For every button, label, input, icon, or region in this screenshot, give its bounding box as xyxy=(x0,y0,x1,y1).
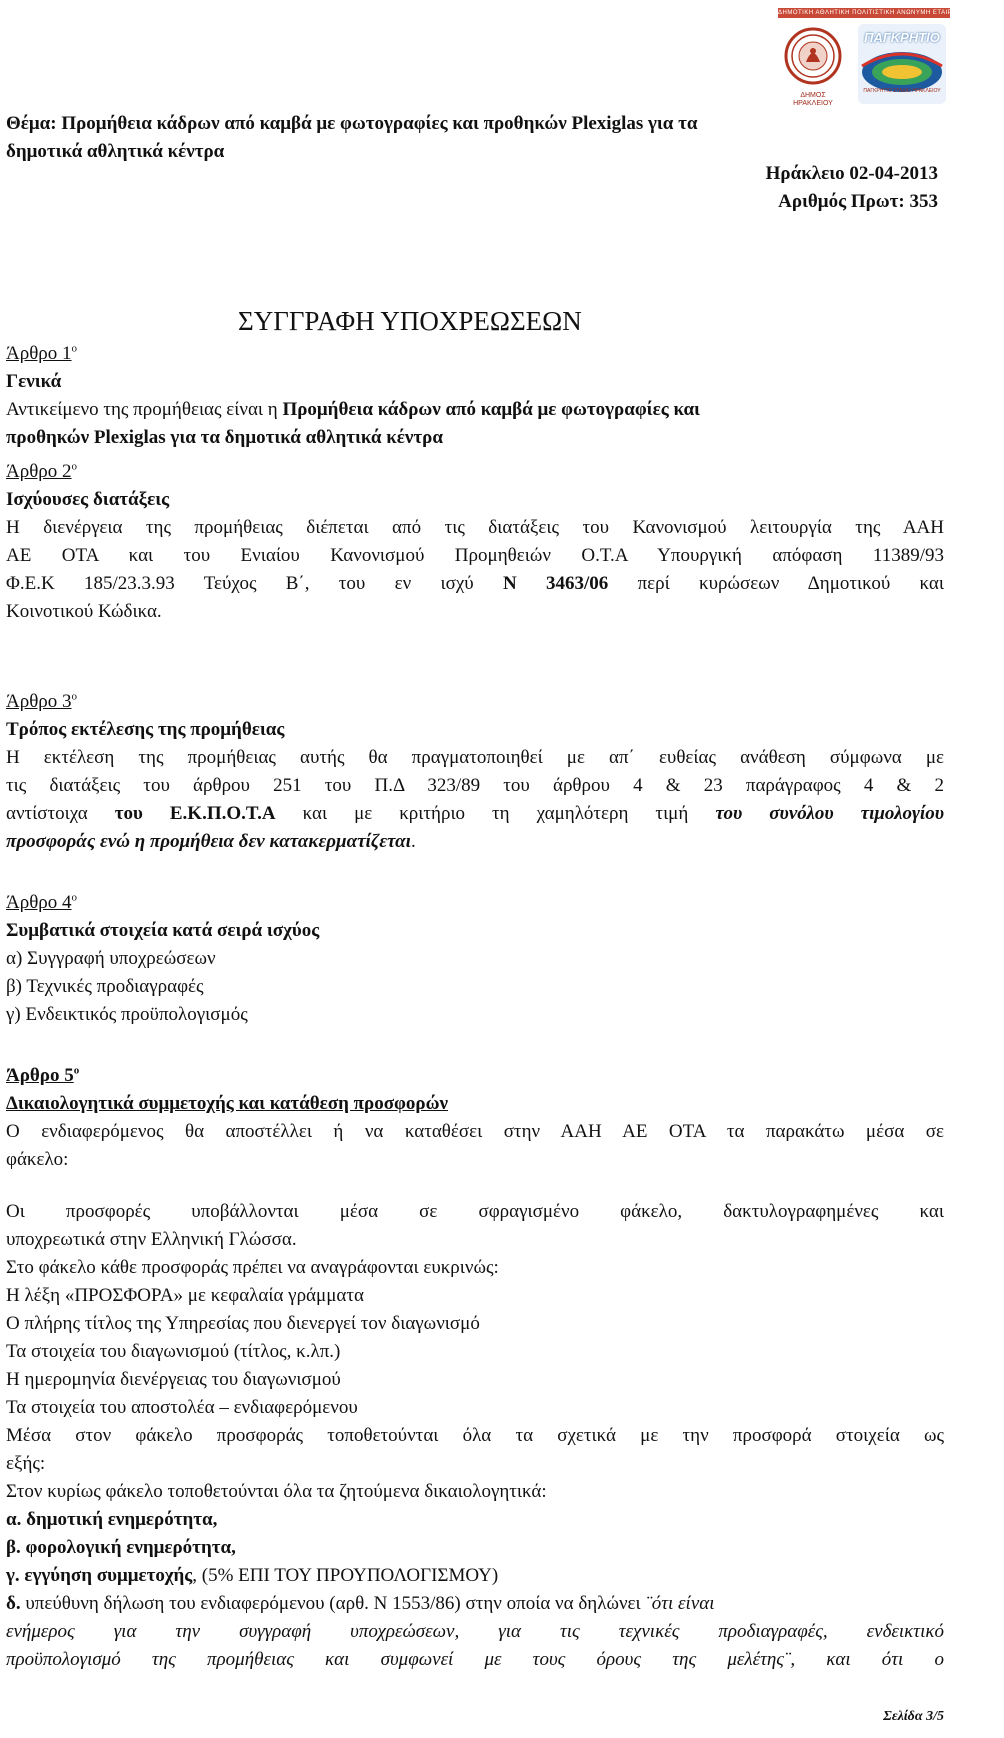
article-5-body xyxy=(6,1198,944,1674)
page-number: Σελίδα 3/5 xyxy=(883,1709,944,1724)
article-4-item: γ) Ενδεικτικός προϋπολογισμός xyxy=(6,1004,248,1025)
logo-banner: ΔΗΜΟΤΙΚΗ ΑΘΛΗΤΙΚΗ ΠΟΛΙΤΙΣΤΙΚΗ ΑΝΩΝΥΜΗ ΕΤΑΙΡΕΙΑ ΗΡΑΚΛΕΙΟΥ xyxy=(778,10,1004,16)
article-2-line-3-end: περί κυρώσεων Δημοτικού και xyxy=(608,573,945,594)
article-3-line-3-emph: του συνόλου τιμολογίου xyxy=(715,803,944,824)
article-5-p2-line-2: εξής: xyxy=(6,1453,46,1474)
article-3-subheading: Τρόπος εκτέλεσης της προμήθειας xyxy=(6,719,285,740)
article-5-item-d-line-2: ενήμερος για την συγγραφή υποχρεώσεων, για τις τεχνικές προδιαγραφές, ενδεικτικό xyxy=(6,1621,944,1642)
article-4-subheading: Συμβατικά στοιχεία κατά σειρά ισχύος xyxy=(6,920,320,941)
article-5-item-b: β. φορολογική ενημερότητα, xyxy=(6,1537,236,1558)
article-2-subheading: Ισχύουσες διατάξεις xyxy=(6,489,170,510)
article-2-line-1: Η διενέργεια της προμήθειας διέπεται από τις διατάξεις του Κανονισμού λειτουργία της ΑΑΗ xyxy=(6,517,944,538)
article-2-line-4: Κοινοτικού Κώδικα. xyxy=(6,601,162,622)
date: Ηράκλειο 02-04-2013 xyxy=(765,163,938,184)
document-title: ΣΥΓΓΡΑΦΗ ΥΠΟΧΡΕΩΣΕΩΝ xyxy=(238,306,582,336)
subject xyxy=(6,110,944,166)
article-5-item-d: δ. xyxy=(6,1593,21,1614)
logos-area xyxy=(778,8,1004,108)
article-5-item-d-rest: υπεύθυνη δήλωση του ενδιαφερόμενου (αρθ. Ν 1553/86) στην οποία να δηλώνει xyxy=(20,1593,646,1614)
article-5-p1-line-1: Οι προσφορές υποβάλλονται μέσα σε σφραγισμένο φάκελο, δακτυλογραφημένες και xyxy=(6,1201,944,1222)
article-4 xyxy=(6,889,944,1029)
seal-caption: ΔΗΜΟΣ ΗΡΑΚΛΕΙΟΥ xyxy=(793,92,833,107)
article-5-line: Τα στοιχεία του διαγωνισμού (τίτλος, κ.λπ.) xyxy=(6,1341,341,1362)
article-5-heading: Άρθρο 5 xyxy=(6,1065,74,1086)
article-1 xyxy=(6,340,944,452)
article-5-p1-line-2: υποχρεωτικά στην Ελληνική Γλώσσα. xyxy=(6,1229,297,1250)
article-3-line-3-mid: και με κριτήριο τη χαμηλότερη τιμή xyxy=(275,803,716,824)
article-3-line-1: Η εκτέλεση της προμήθειας αυτής θα πραγματοποιηθεί με απ΄ ευθείας ανάθεση σύμφωνα με xyxy=(6,747,944,768)
article-5-line: Ο πλήρης τίτλος της Υπηρεσίας που διενεργεί τον διαγωνισμό xyxy=(6,1313,480,1334)
article-3-line-3: αντίστοιχα xyxy=(6,803,115,824)
subject-line-1: Θέμα: Προμήθεια κάδρων από καμβά με φωτογραφίες και προθηκών Plexiglas για τα xyxy=(6,113,698,134)
subject-line-2: δημοτικά αθλητικά κέντρα xyxy=(6,141,225,162)
article-2-line-3: Φ.Ε.Κ 185/23.3.93 Τεύχος Β΄, του εν ισχύ xyxy=(6,573,503,594)
article-1-heading: Άρθρο 1 xyxy=(6,343,72,364)
article-3-line-4-emph: προσφοράς ενώ η προμήθεια δεν κατακερματίζεται xyxy=(6,831,411,852)
pagkritio-title: ΠΑΓΚΡΗΤΙΟ xyxy=(864,30,940,45)
article-4-heading: Άρθρο 4 xyxy=(6,892,72,913)
article-3-ekpota: του Ε.Κ.Π.Ο.Τ.Α xyxy=(114,803,276,824)
article-5-item-c: γ. εγγύηση συμμετοχής xyxy=(6,1565,193,1586)
article-5-p2-line-1: Μέσα στον φάκελο προσφοράς τοποθετούνται όλα τα σχετικά με την προσφορά στοιχεία ως xyxy=(6,1425,944,1446)
article-3-line-2: τις διατάξεις του άρθρου 251 του Π.Δ 323/89 του άρθρου 4 & 23 παράγραφος 4 & 2 xyxy=(6,775,944,796)
article-2 xyxy=(6,458,944,626)
article-5-item-d-line-3: προϋπολογισμό της προμήθειας και συμφωνεί με τους όρους της μελέτης¨, και ότι ο xyxy=(6,1649,944,1670)
article-4-sup: ο xyxy=(71,891,78,904)
article-5-item-d-quote: ¨ότι είναι xyxy=(645,1593,715,1614)
article-3-line-4-end: . xyxy=(410,831,416,852)
article-3-heading: Άρθρο 3 xyxy=(6,691,72,712)
article-1-sup: ο xyxy=(71,342,78,355)
article-5-subheading: Δικαιολογητικά συμμετοχής και κατάθεση προσφορών xyxy=(6,1093,448,1114)
article-5-line: Η ημερομηνία διενέργειας του διαγωνισμού xyxy=(6,1369,341,1390)
date-protocol xyxy=(6,160,938,216)
article-5-p3: Στον κυρίως φάκελο τοποθετούνται όλα τα ζητούμενα δικαιολογητικά: xyxy=(6,1481,547,1502)
article-3-sup: ο xyxy=(71,690,78,703)
article-5-sup: ο xyxy=(73,1064,80,1077)
article-5-intro-2: φάκελο: xyxy=(6,1149,69,1170)
article-1-text-bold-2: προθηκών Plexiglas για τα δημοτικά αθλητικά κέντρα xyxy=(6,427,443,448)
article-1-text: Αντικείμενο της προμήθειας είναι η xyxy=(6,399,283,420)
article-5-item-a: α. δημοτική ενημερότητα, xyxy=(6,1509,218,1530)
article-2-line-2: ΑΕ ΟΤΑ και του Ενιαίου Κανονισμού Προμηθειών Ο.Τ.Α Υπουργική απόφαση 11389/93 xyxy=(6,545,944,566)
article-2-heading: Άρθρο 2 xyxy=(6,461,72,482)
article-4-item: α) Συγγραφή υποχρεώσεων xyxy=(6,948,216,969)
article-1-subheading: Γενικά xyxy=(6,371,62,392)
article-3 xyxy=(6,688,944,856)
article-5-line: Στο φάκελο κάθε προσφοράς πρέπει να αναγράφονται ευκρινώς: xyxy=(6,1257,499,1278)
article-5-intro-1: Ο ενδιαφερόμενος θα αποστέλλει ή να καταθέσει στην ΑΑΗ ΑΕ ΟΤΑ τα παρακάτω μέσα σε xyxy=(6,1121,944,1142)
protocol-number: Αριθμός Πρωτ: 353 xyxy=(778,191,938,212)
article-5 xyxy=(6,1062,944,1174)
article-2-law: Ν 3463/06 xyxy=(503,573,609,594)
article-5-line: Τα στοιχεία του αποστολέα – ενδιαφερόμενου xyxy=(6,1397,358,1418)
article-4-item: β) Τεχνικές προδιαγραφές xyxy=(6,976,204,997)
article-2-sup: ο xyxy=(71,460,78,473)
article-5-line: Η λέξη «ΠΡΟΣΦΟΡΑ» με κεφαλαία γράμματα xyxy=(6,1285,364,1306)
article-1-text-bold: Προμήθεια κάδρων από καμβά με φωτογραφίες και xyxy=(282,399,700,420)
article-5-item-c-rest: , (5% ΕΠΙ ΤΟΥ ΠΡΟΥΠΟΛΟΓΙΣΜΟΥ) xyxy=(192,1565,499,1586)
pagkritio-caption: ΠΑΓΚΡΗΤΙΟ ΣΤΑΔΙΟ ΗΡΑΚΛΕΙΟΥ xyxy=(863,88,941,94)
